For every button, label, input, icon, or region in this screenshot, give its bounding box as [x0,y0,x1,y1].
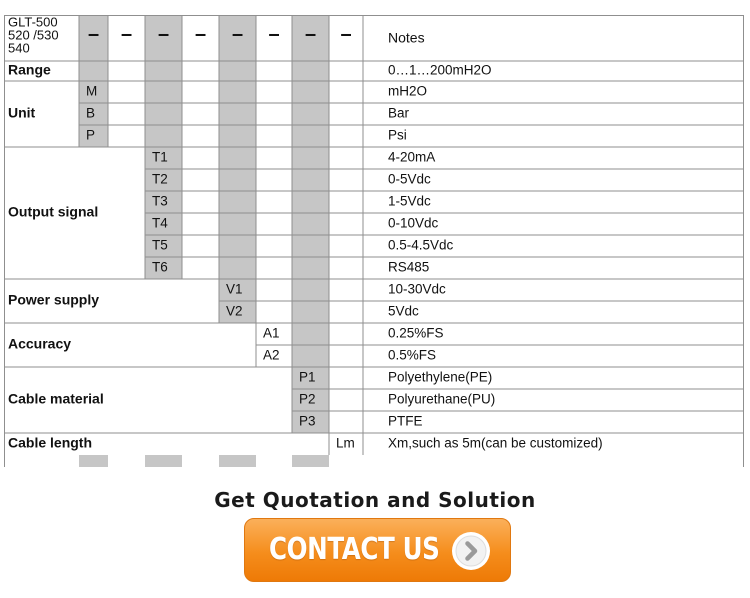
quotation-heading: Get Quotation and Solution [214,488,536,512]
row-label: Cable material [8,390,104,407]
option-note: Psi [388,127,407,143]
option-note: 0.5%FS [388,347,437,363]
option-code: P3 [299,413,316,429]
option-code: P1 [299,369,316,385]
option-note: 0.5-4.5Vdc [388,237,454,253]
option-code: V1 [226,281,243,297]
model-code-line: 520 /530 [8,27,59,43]
option-note: 0-10Vdc [388,215,439,231]
option-note: 10-30Vdc [388,281,446,297]
row-label: Unit [8,104,36,121]
option-code: T6 [152,259,168,275]
option-note: 4-20mA [388,149,436,165]
option-code: M [86,83,98,99]
option-note: PTFE [388,413,423,429]
option-note: 1-5Vdc [388,193,431,209]
model-code-line: GLT-500 [8,15,58,30]
option-note: mH2O [388,83,428,99]
option-code: V2 [226,303,243,319]
dash-separator: – [194,23,207,46]
option-note: Bar [388,105,410,121]
row-label: Accuracy [8,335,72,352]
row-label: Output signal [8,203,99,220]
option-code: T1 [152,149,168,165]
option-code: Lm [336,435,355,451]
option-note: RS485 [388,259,430,275]
dash-separator: – [340,23,352,46]
dash-separator: – [304,23,317,46]
notes-header: Notes [388,29,425,46]
dash-separator: – [268,23,280,46]
row-label: Range [8,61,51,78]
dash-separator: – [231,23,244,46]
option-note: 0.25%FS [388,325,444,341]
option-code: A2 [263,347,280,363]
option-code: T5 [152,237,168,253]
option-note: 5Vdc [388,303,419,319]
option-code: B [86,105,96,121]
chevron-right-icon [452,532,490,570]
option-note: Xm,such as 5m(can be customized) [388,435,603,451]
option-note: Polyurethane(PU) [388,391,496,407]
option-code: T4 [152,215,168,231]
contact-us-button[interactable] [244,518,511,582]
option-code: P [86,127,96,143]
contact-us-label: CONTACT US [269,532,440,567]
option-code: T3 [152,193,168,209]
option-code: T2 [152,171,168,187]
dash-separator: – [157,23,170,46]
option-note: Polyethylene(PE) [388,369,493,385]
option-code: A1 [263,325,280,341]
dash-separator: – [120,23,133,46]
row-label: Power supply [8,291,100,308]
row-label: Cable length [8,434,93,451]
dash-separator: – [87,23,100,46]
option-code: P2 [299,391,316,407]
option-note: 0-5Vdc [388,171,431,187]
model-selection-table [4,15,744,467]
model-code-line: 540 [8,40,30,56]
option-note: 0…1…200mH2O [388,62,492,78]
